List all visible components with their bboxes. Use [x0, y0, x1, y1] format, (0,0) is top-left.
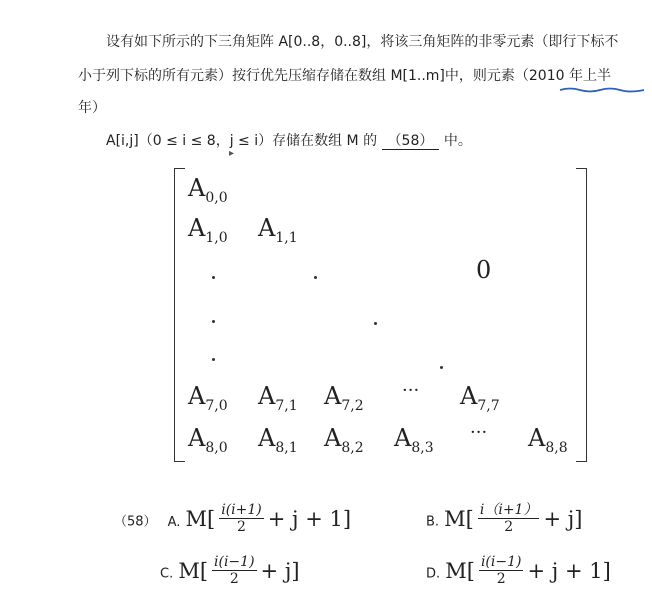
question-line-1: 设有如下所示的下三角矩阵 A[0..8，0..8]，将该三角矩阵的非零元素（即行下标不 — [106, 34, 619, 50]
answer-blank-58: （58） — [382, 133, 440, 150]
matrix-ellipsis: ··· — [470, 422, 488, 443]
question-line-4 — [106, 131, 472, 151]
matrix-zero: 0 — [476, 256, 492, 284]
option-d-formula: M[ $\frac{i(i-1)}{2}$ + j + 1] — [445, 554, 611, 587]
matrix-dot — [374, 322, 377, 325]
option-a-letter: A. — [167, 514, 181, 530]
question-line-2: 小于列下标的所有元素）按行优先压缩存储在数组 M[1..m]中，则元素（2010 年上半 — [78, 68, 611, 84]
matrix-entry: $A_{8,0}$ — [188, 424, 228, 456]
option-c-letter: C. — [160, 566, 174, 582]
option-a-formula: M[ $\frac{i(i+1)}{2}$ + j + 1] — [185, 502, 352, 535]
option-b[interactable] — [426, 502, 582, 535]
option-b-letter: B. — [426, 514, 440, 530]
matrix-entry: $A_{0,0}$ — [188, 174, 228, 206]
matrix-ellipsis: ··· — [402, 380, 420, 401]
year-highlight-squiggle — [558, 86, 648, 94]
matrix-dot — [212, 276, 215, 279]
matrix-entry: $A_{7,7}$ — [460, 382, 500, 414]
matrix-entry: $A_{8,2}$ — [324, 424, 364, 456]
option-d[interactable] — [426, 554, 611, 587]
matrix-dot — [314, 276, 317, 279]
mouse-cursor-icon: ▸ — [229, 148, 235, 159]
element-expression: A[i,j]（0 ≤ i ≤ 8，j ≤ i）存储在数组 M 的 — [106, 133, 378, 149]
question-line-3: 年） — [78, 100, 106, 116]
matrix-entry: $A_{7,1}$ — [258, 382, 298, 414]
question-number: （58） — [114, 514, 157, 530]
question-end: 中。 — [443, 133, 472, 149]
lower-triangular-matrix — [172, 168, 592, 464]
matrix-left-bracket — [174, 168, 185, 462]
option-d-letter: D. — [426, 566, 441, 582]
matrix-entry: $A_{7,2}$ — [324, 382, 364, 414]
option-c[interactable] — [160, 554, 300, 587]
option-c-formula: M[ $\frac{i(i-1)}{2}$ + j] — [178, 554, 300, 587]
matrix-entry: $A_{8,8}$ — [528, 424, 568, 456]
matrix-dot — [212, 320, 215, 323]
matrix-entry: $A_{7,0}$ — [188, 382, 228, 414]
matrix-dot — [440, 366, 443, 369]
matrix-dot — [212, 358, 215, 361]
option-b-formula: M[ $\frac{i(i+1)}{2}$ + j] — [444, 502, 583, 535]
matrix-entry: $A_{8,1}$ — [258, 424, 298, 456]
matrix-right-bracket — [576, 168, 587, 462]
matrix-entry: $A_{1,1}$ — [258, 214, 298, 246]
matrix-entry: $A_{8,3}$ — [394, 424, 434, 456]
option-a[interactable] — [114, 502, 351, 535]
matrix-entry: $A_{1,0}$ — [188, 214, 228, 246]
